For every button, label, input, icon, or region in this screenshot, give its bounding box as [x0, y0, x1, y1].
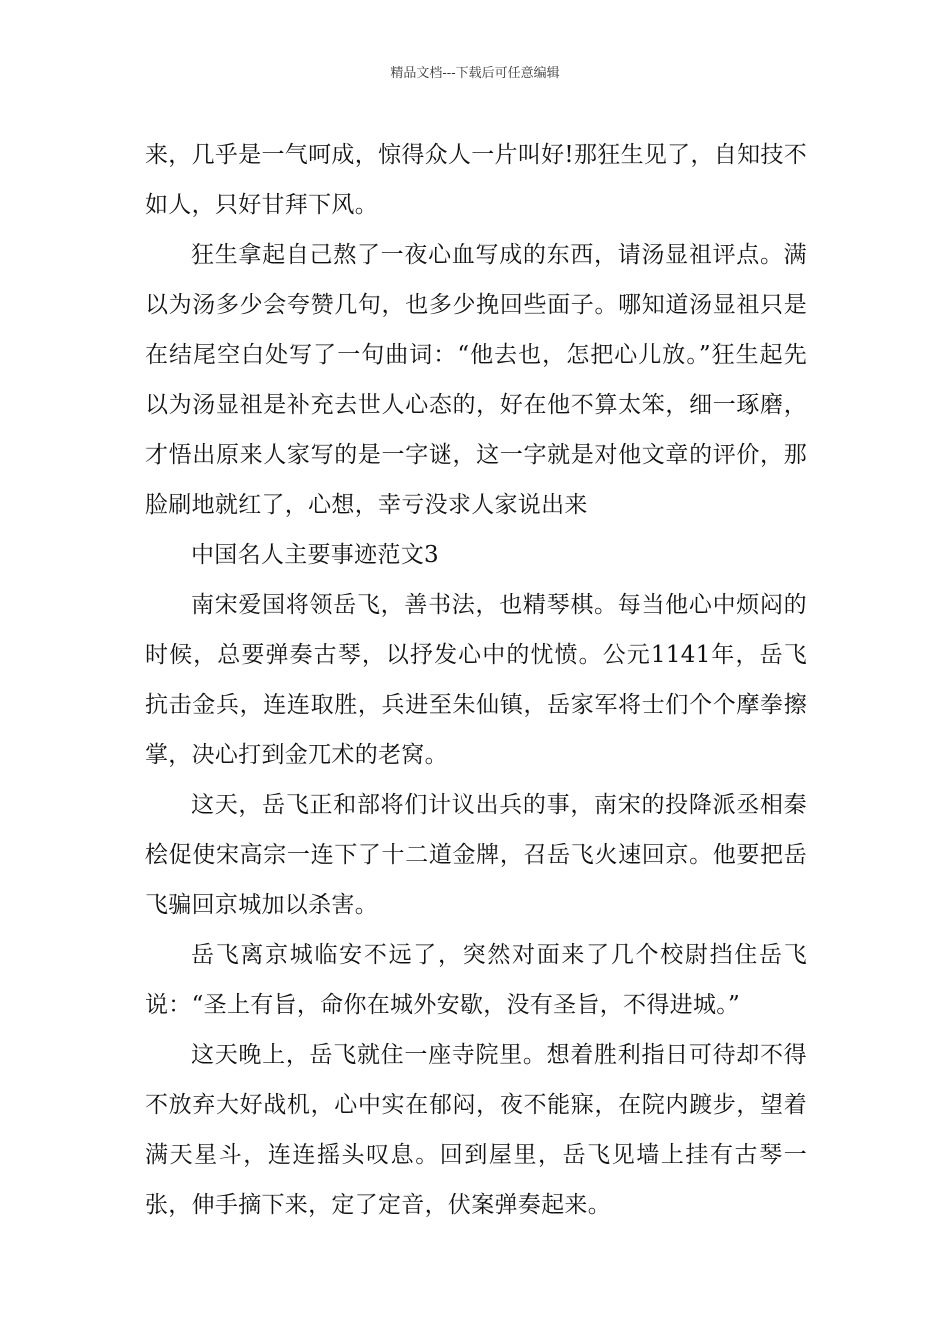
page-header: 精品文档---下载后可任意编辑 — [390, 66, 560, 81]
paragraph: 这天，岳飞正和部将们计议出兵的事，南宋的投降派丞相秦桧促使宋高宗一连下了十二道金牌，召岳飞火速回京。他要把岳飞骗回京城加以杀害。 — [145, 792, 807, 918]
document-body — [145, 130, 807, 1230]
paragraph: 南宋爱国将领岳飞，善书法，也精琴棋。每当他心中烦闷的时候，总要弹奏古琴，以抒发心中的忧愤。公元1141年，岳飞抗击金兵，连连取胜，兵进至朱仙镇，岳家军将士们个个摩拳擦掌，决心打到金兀术的老窝。 — [145, 592, 807, 768]
section-heading: 中国名人主要事迹范文3 — [191, 542, 439, 568]
paragraph: 这天晚上，岳飞就住一座寺院里。想着胜利指日可待却不得不放弃大好战机，心中实在郁闷，夜不能寐，在院内踱步，望着满天星斗，连连摇头叹息。回到屋里，岳飞见墙上挂有古琴一张，伸手摘下来，定了定音，伏案弹奏起来。 — [145, 1042, 807, 1218]
paragraph: 狂生拿起自己熬了一夜心血写成的东西，请汤显祖评点。满以为汤多少会夸赞几句，也多少挽回些面子。哪知道汤显祖只是在结尾空白处写了一句曲词：“他去也，怎把心儿放。”狂生起先以为汤显祖是补充去世人心态的，好在他不算太笨，细一琢磨，才悟出原来人家写的是一字谜，这一字就是对他文章的评价，那脸刷地就红了，心想，幸亏没求人家说出来 — [145, 242, 807, 518]
paragraph: 岳飞离京城临安不远了，突然对面来了几个校尉挡住岳飞说：“圣上有旨，命你在城外安歇，没有圣旨，不得进城。” — [145, 942, 807, 1018]
paragraph-continuation: 来，几乎是一气呵成，惊得众人一片叫好!那狂生见了，自知技不如人，只好甘拜下风。 — [145, 142, 807, 218]
